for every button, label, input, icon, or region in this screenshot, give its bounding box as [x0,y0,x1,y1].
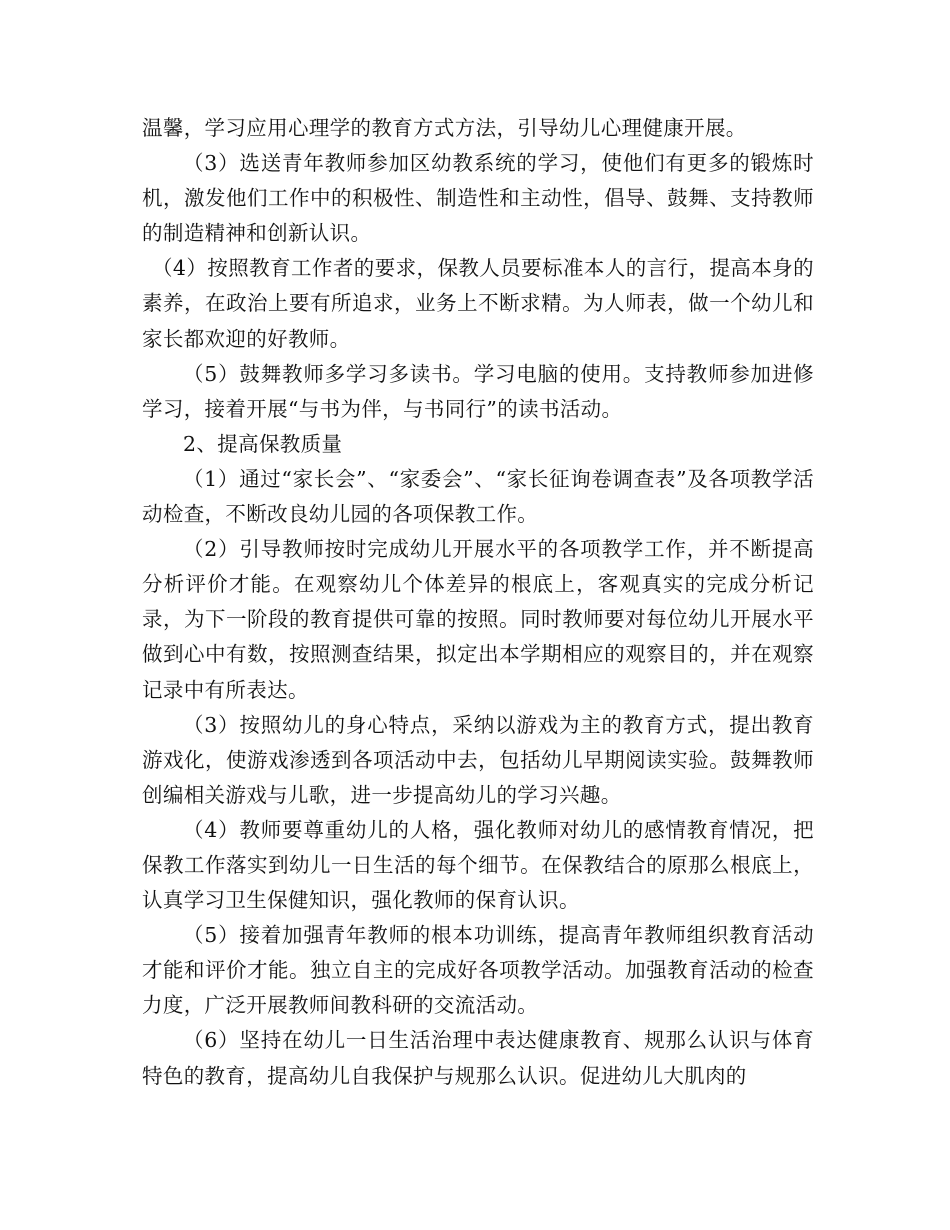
paragraph-item-5-reading: （5）鼓舞教师多学习多读书。学习电脑的使用。支持教师参加进修学习，接着开展“与书为伴，与书同行”的读书活动。 [142,361,814,421]
document-body [142,111,814,1094]
section-heading-quality: 2、提高保教质量 [183,431,343,456]
paragraph-continuation: 温馨，学习应用心理学的教育方式方法，引导幼儿心理健康开展。 [142,116,747,140]
paragraph-item-4-conduct: （4）按照教育工作者的要求，保教人员要标准本人的言行，提高本身的素养，在政治上要有所追求，业务上不断求精。为人师表，做一个幼儿和家长都欢迎的好教师。 [142,256,814,351]
paragraph-item-1-parents: （1）通过“家长会”、“家委会”、“家长征询卷调查表”及各项教学活动检查，不断改良幼儿园的各项保教工作。 [142,466,814,527]
paragraph-item-5-skills: （5）接着加强青年教师的根本功训练，提高青年教师组织教育活动才能和评价才能。独立自主的完成好各项教学活动。加强教育活动的检查力度，广泛开展教师间教科研的交流活动。 [142,923,814,1018]
paragraph-item-3-games: （3）按照幼儿的身心特点，采纳以游戏为主的教育方式，提出教育游戏化，使游戏渗透到各项活动中去，包括幼儿早期阅读实验。鼓舞教师创编相关游戏与儿歌，进一步提高幼儿的学习兴趣。 [142,712,814,807]
paragraph-item-4-respect: （4）教师要尊重幼儿的人格，强化教师对幼儿的感情教育情况，把保教工作落实到幼儿一日生活的每个细节。在保教结合的原那么根底上，认真学习卫生保健知识，强化教师的保育认识。 [142,817,814,913]
paragraph-item-2-evaluation: （2）引导教师按时完成幼儿开展水平的各项教学工作，并不断提高分析评价才能。在观察幼儿个体差异的根底上，客观真实的完成分析记录，为下一阶段的教育提供可靠的按照。同时教师要对每位幼儿开展水平做到心中有数，按照测查结果，拟定出本学期相应的观察目的，并在观察记录中有所表达。 [142,537,814,702]
paragraph-item-6-health: （6）坚持在幼儿一日生活治理中表达健康教育、规那么认识与体育特色的教育，提高幼儿自我保护与规那么认识。促进幼儿大肌肉的 [142,1028,814,1088]
paragraph-item-3-training: （3）选送青年教师参加区幼教系统的学习，使他们有更多的锻炼时机，激发他们工作中的积极性、制造性和主动性，倡导、鼓舞、支持教师的制造精神和创新认识。 [142,151,814,246]
